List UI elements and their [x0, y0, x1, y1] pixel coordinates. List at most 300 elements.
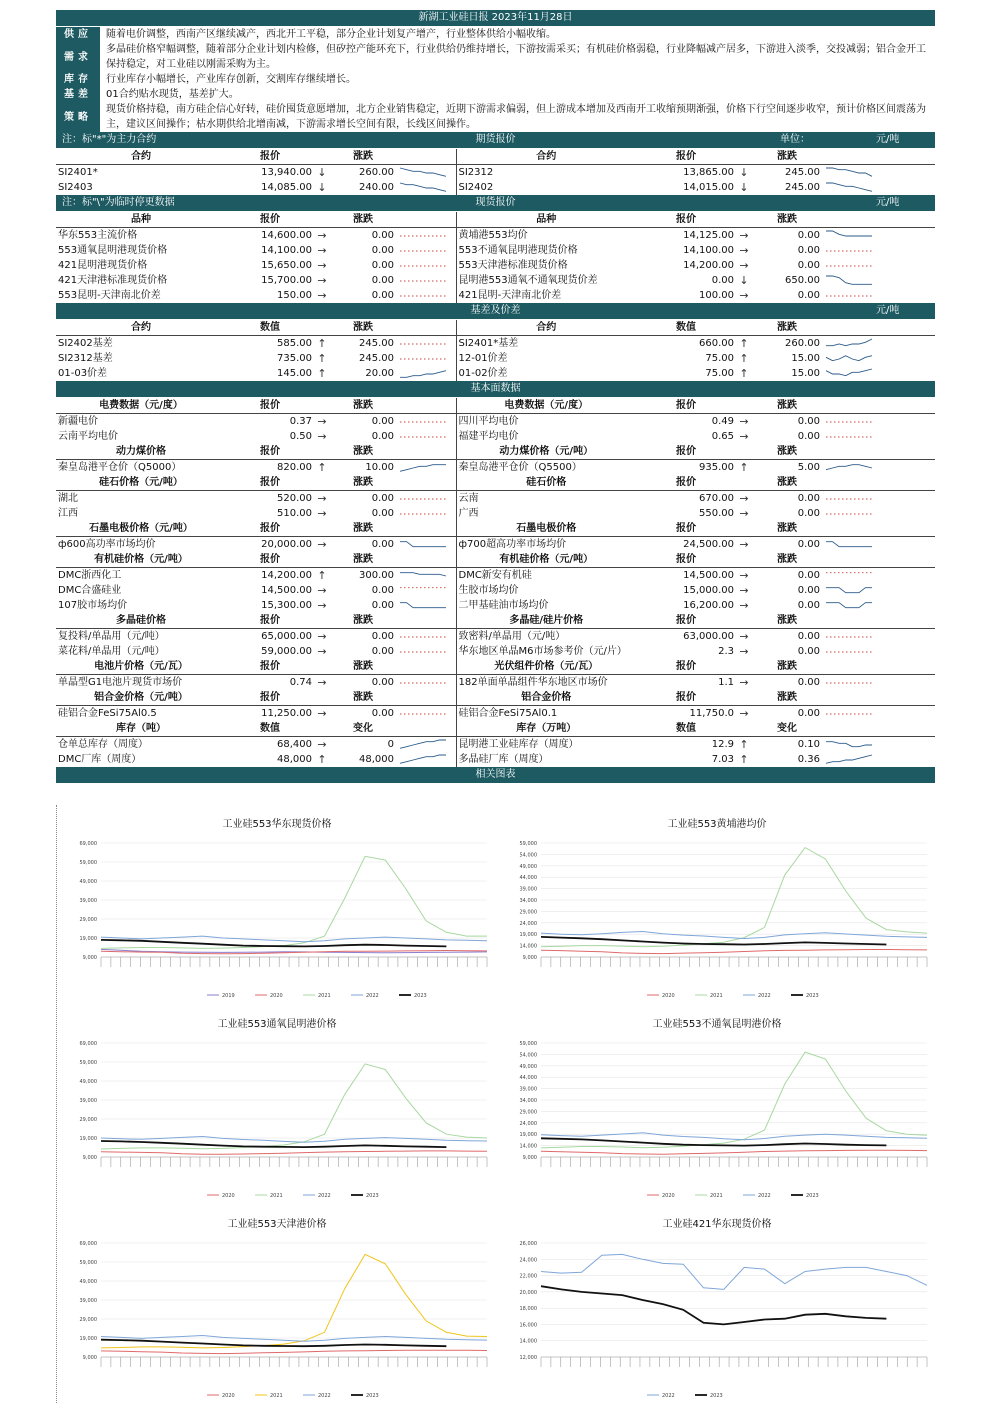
column-header: 涨跌 — [330, 690, 396, 706]
item-name: 硅铝合金FeSi75Al0.1 — [458, 708, 558, 719]
item-name: SI2401*基差 — [458, 338, 519, 349]
price-value: 0.00 — [711, 275, 734, 286]
spot-title: 现货报价 — [475, 197, 516, 208]
trend-sparkline — [822, 568, 935, 584]
column-header: 品种 — [456, 212, 636, 228]
spot-unit: 元/吨 — [876, 197, 900, 208]
price-value: 14,200.00 — [683, 260, 734, 271]
item-name: 复投料/单晶用（元/吨） — [58, 631, 165, 642]
y-tick-label: 34,000 — [519, 898, 537, 904]
column-header — [822, 320, 935, 336]
sparkline-line — [826, 369, 872, 376]
summary-text: 随着电价调整，西南产区继续减产，西北开工平稳，部分企业计划复产增产，行业整体供给小幅收缩。 — [106, 29, 556, 40]
column-header — [822, 212, 935, 228]
column-header — [314, 212, 330, 228]
y-tick-label: 29,000 — [519, 1109, 537, 1116]
summary-label: 策略 — [56, 102, 100, 132]
trend-sparkline — [396, 752, 456, 767]
table-row — [56, 752, 935, 767]
y-tick-label: 59,000 — [79, 1260, 97, 1266]
legend-label: 2020 — [270, 993, 283, 999]
table-row — [56, 165, 935, 181]
change-arrow-icon: → — [317, 507, 327, 520]
chart-title: 工业硅553黄埔港均价 — [667, 819, 767, 830]
table-row — [56, 180, 935, 195]
column-header — [736, 521, 752, 537]
change-value: 0.00 — [371, 539, 394, 550]
sparkline-line — [826, 339, 872, 346]
column-header — [314, 149, 330, 165]
basis-unit: 元/吨 — [876, 305, 900, 316]
column-header: 库存（万吨） — [456, 721, 636, 737]
price-value: 670.00 — [699, 493, 734, 504]
change-value: 0.00 — [797, 631, 820, 642]
item-name: SI2403 — [58, 182, 93, 193]
change-value: 0.00 — [371, 646, 394, 657]
column-header — [822, 444, 935, 460]
change-value: 0.00 — [797, 245, 820, 256]
column-header-row — [56, 398, 935, 414]
change-arrow-icon: ↑ — [739, 337, 749, 350]
y-tick-label: 19,000 — [79, 1336, 97, 1342]
column-header: 涨跌 — [752, 475, 822, 491]
trend-sparkline — [396, 537, 456, 553]
column-header — [396, 320, 456, 336]
legend-label: 2022 — [318, 1193, 331, 1199]
trend-sparkline — [396, 414, 456, 430]
column-header — [822, 690, 935, 706]
column-header: 电费数据（元/度） — [56, 398, 226, 414]
sparkline-line — [400, 168, 446, 176]
change-value: 0 — [387, 739, 394, 750]
price-value: 145.00 — [277, 368, 312, 379]
change-value: 245.00 — [359, 353, 394, 364]
column-header-row — [56, 444, 935, 460]
sparkline-line — [826, 183, 872, 191]
y-tick-label: 34,000 — [519, 1098, 537, 1104]
series-line-2021 — [101, 1254, 487, 1348]
change-value: 0.10 — [797, 739, 820, 750]
price-value: 20,000.00 — [261, 539, 312, 550]
trend-sparkline — [822, 414, 935, 430]
trend-sparkline — [822, 537, 935, 553]
y-tick-label: 19,000 — [519, 1132, 537, 1139]
price-value: 14,100.00 — [261, 245, 312, 256]
column-header — [822, 475, 935, 491]
change-arrow-icon: → — [739, 415, 749, 428]
column-header — [736, 613, 752, 629]
y-tick-label: 54,000 — [519, 1052, 537, 1059]
column-header: 报价 — [636, 212, 736, 228]
column-header — [736, 212, 752, 228]
legend-label: 2021 — [270, 1193, 283, 1199]
legend-label: 2021 — [710, 993, 723, 999]
item-name: 553不通氧昆明港现货价格 — [458, 245, 578, 256]
sparkline-line — [400, 183, 446, 191]
y-tick-label: 59,000 — [79, 1060, 97, 1066]
table-row — [56, 629, 935, 645]
trend-sparkline — [822, 336, 935, 352]
item-name: 黄埔港553均价 — [458, 230, 528, 241]
item-name: ф600高功率市场均价 — [58, 539, 156, 550]
legend-label: 2021 — [270, 1393, 283, 1399]
change-arrow-icon: → — [317, 430, 327, 443]
change-value: 0.00 — [797, 260, 820, 271]
y-tick-label: 24,000 — [519, 1120, 537, 1127]
change-value: 0.00 — [797, 585, 820, 596]
chart-plot — [57, 1005, 497, 1205]
summary-row — [56, 42, 935, 72]
change-arrow-icon: ↓ — [739, 274, 749, 287]
trend-sparkline — [822, 243, 935, 258]
column-header — [396, 212, 456, 228]
column-header: 涨跌 — [752, 613, 822, 629]
table-row — [56, 706, 935, 722]
price-value: 24,500.00 — [683, 539, 734, 550]
column-header — [314, 444, 330, 460]
item-name: 421昆明-天津南北价差 — [458, 290, 562, 301]
price-value: 68,400 — [277, 739, 312, 750]
item-name: 江西 — [58, 508, 78, 519]
series-line-2020 — [541, 1150, 927, 1154]
change-arrow-icon: → — [739, 599, 749, 612]
item-name: 182单面单晶组件华东地区市场价 — [458, 677, 608, 688]
column-header: 报价 — [636, 149, 736, 165]
price-value: 16,200.00 — [683, 600, 734, 611]
item-name: 01-03价差 — [58, 368, 108, 379]
trend-sparkline — [396, 180, 456, 195]
price-value: 0.65 — [711, 431, 734, 442]
change-value: 245.00 — [785, 167, 820, 178]
item-name: 致密料/单晶用（元/吨） — [458, 631, 566, 642]
table-row — [56, 737, 935, 753]
legend-label: 2023 — [414, 993, 427, 999]
column-header: 报价 — [636, 613, 736, 629]
change-value: 0.00 — [371, 260, 394, 271]
change-value: 0.00 — [797, 600, 820, 611]
change-value: 0.00 — [797, 431, 820, 442]
y-tick-label: 22,000 — [519, 1273, 537, 1280]
item-name: 421昆明港现货价格 — [58, 260, 148, 271]
table-row — [56, 568, 935, 584]
column-header: 涨跌 — [752, 690, 822, 706]
series-line-2020 — [101, 1350, 487, 1353]
change-value: 300.00 — [359, 570, 394, 581]
item-name: 四川平均电价 — [458, 416, 519, 427]
item-name: DMC合盛硅业 — [58, 585, 122, 596]
change-arrow-icon: → — [739, 569, 749, 582]
item-name: DMC厂库（周度） — [58, 754, 142, 765]
chart-plot — [497, 1005, 937, 1205]
column-header: 有机硅价格（元/吨） — [456, 552, 636, 568]
sparkline-line — [400, 603, 446, 608]
column-header-row — [56, 212, 935, 228]
legend-label: 2021 — [318, 993, 331, 999]
trend-sparkline — [396, 598, 456, 613]
y-tick-label: 59,000 — [519, 1041, 537, 1047]
column-header: 动力煤价格 — [56, 444, 226, 460]
series-line-2023 — [101, 1141, 446, 1147]
column-header: 电费数据（元/度） — [456, 398, 636, 414]
column-header: 涨跌 — [752, 212, 822, 228]
price-value: 48,000 — [277, 754, 312, 765]
price-value: 820.00 — [277, 462, 312, 473]
y-tick-label: 9,000 — [522, 1155, 537, 1161]
trend-sparkline — [396, 506, 456, 521]
y-tick-label: 24,000 — [519, 1257, 537, 1264]
table-row — [56, 336, 935, 352]
trend-sparkline — [822, 258, 935, 273]
item-name: 421天津港标准现货价格 — [58, 275, 168, 286]
column-header — [314, 552, 330, 568]
change-arrow-icon: ↑ — [317, 753, 327, 766]
change-value: 0.00 — [371, 600, 394, 611]
legend-label: 2020 — [222, 1193, 235, 1199]
trend-sparkline — [822, 583, 935, 598]
summary-row — [56, 87, 935, 102]
trend-sparkline — [822, 491, 935, 507]
legend-label: 2022 — [318, 1393, 331, 1399]
chart-title: 工业硅553华东现货价格 — [222, 819, 332, 830]
price-value: 65,000.00 — [261, 631, 312, 642]
trend-sparkline — [822, 752, 935, 767]
price-value: 13,865.00 — [683, 167, 734, 178]
column-header — [396, 552, 456, 568]
column-header-row — [56, 521, 935, 537]
price-value: 150.00 — [277, 290, 312, 301]
column-header: 动力煤价格（元/吨） — [456, 444, 636, 460]
change-value: 260.00 — [785, 338, 820, 349]
charts-area — [56, 805, 936, 1403]
change-value: 0.00 — [371, 230, 394, 241]
series-line-2022 — [541, 932, 927, 939]
fundamentals-title: 基本面数据 — [470, 383, 521, 394]
item-name: 硅铝合金FeSi75Al0.5 — [58, 708, 157, 719]
trend-sparkline — [822, 429, 935, 444]
trend-sparkline — [822, 351, 935, 366]
daily-report-sheet — [56, 10, 935, 784]
y-tick-label: 49,000 — [79, 1079, 97, 1085]
sparkline-line — [826, 588, 872, 593]
item-name: 菜花料/单晶用（元/吨） — [58, 646, 165, 657]
line-chart — [497, 1205, 937, 1405]
change-arrow-icon: → — [317, 584, 327, 597]
change-arrow-icon: → — [317, 274, 327, 287]
column-header: 变化 — [330, 721, 396, 737]
y-tick-label: 29,000 — [79, 1117, 97, 1123]
change-value: 240.00 — [359, 182, 394, 193]
change-arrow-icon: ↓ — [739, 181, 749, 194]
sparkline-line — [826, 542, 872, 547]
price-value: 15,700.00 — [261, 275, 312, 286]
y-tick-label: 9,000 — [522, 955, 537, 961]
change-arrow-icon: → — [739, 229, 749, 242]
y-tick-label: 19,000 — [79, 936, 97, 942]
column-header: 报价 — [226, 398, 314, 414]
column-header: 涨跌 — [330, 212, 396, 228]
change-arrow-icon: → — [739, 244, 749, 257]
y-tick-label: 9,000 — [82, 1355, 97, 1361]
column-header: 变化 — [752, 721, 822, 737]
change-arrow-icon: → — [317, 259, 327, 272]
change-value: 0.00 — [371, 275, 394, 286]
change-value: 0.00 — [371, 245, 394, 256]
item-name: 湖北 — [58, 493, 78, 504]
legend-label: 2023 — [366, 1193, 379, 1199]
change-value: 0.00 — [797, 493, 820, 504]
column-header — [736, 320, 752, 336]
column-header: 涨跌 — [752, 521, 822, 537]
column-header — [736, 721, 752, 737]
y-tick-label: 49,000 — [519, 863, 537, 870]
y-tick-label: 18,000 — [519, 1306, 537, 1313]
change-value: 0.00 — [797, 708, 820, 719]
price-value: 11,750.0 — [689, 708, 734, 719]
table-row — [56, 644, 935, 659]
series-line-2023 — [541, 937, 886, 945]
change-arrow-icon: → — [317, 229, 327, 242]
trend-sparkline — [396, 737, 456, 753]
charts-header: 相关图表 — [56, 767, 935, 784]
item-name: 生胶市场均价 — [458, 585, 519, 596]
change-value: 0.00 — [371, 431, 394, 442]
trend-sparkline — [396, 288, 456, 303]
change-value: 0.00 — [797, 416, 820, 427]
trend-sparkline — [822, 644, 935, 659]
y-tick-label: 69,000 — [79, 1041, 97, 1047]
price-value: 14,125.00 — [683, 230, 734, 241]
item-name: 新疆电价 — [58, 416, 98, 427]
price-value: 11,250.00 — [261, 708, 312, 719]
table-row — [56, 583, 935, 598]
change-arrow-icon: → — [317, 645, 327, 658]
column-header: 报价 — [226, 212, 314, 228]
trend-sparkline — [396, 568, 456, 584]
column-header-row — [56, 690, 935, 706]
trend-sparkline — [396, 351, 456, 366]
change-arrow-icon: ↑ — [739, 352, 749, 365]
column-header: 涨跌 — [330, 398, 396, 414]
column-header — [314, 690, 330, 706]
unit-value: 元/吨 — [876, 134, 900, 145]
summary-label: 基差 — [56, 87, 100, 102]
column-header — [736, 475, 752, 491]
change-value: 15.00 — [791, 368, 820, 379]
y-tick-label: 39,000 — [79, 1098, 97, 1104]
column-header: 报价 — [226, 659, 314, 675]
item-name: 秦皇岛港平仓价（Q5000） — [58, 462, 182, 473]
y-tick-label: 19,000 — [79, 1136, 97, 1142]
change-arrow-icon: → — [317, 289, 327, 302]
trend-sparkline — [396, 429, 456, 444]
column-header — [314, 398, 330, 414]
trend-sparkline — [822, 180, 935, 195]
table-row — [56, 460, 935, 476]
fundamentals-table — [56, 398, 935, 767]
series-line-2021 — [101, 1064, 487, 1149]
price-value: 14,500.00 — [683, 570, 734, 581]
column-header: 合约 — [456, 320, 636, 336]
line-chart — [57, 1005, 497, 1205]
column-header: 数值 — [636, 320, 736, 336]
column-header — [822, 659, 935, 675]
item-name: 仓单总库存（周度） — [58, 739, 148, 750]
column-header: 报价 — [226, 475, 314, 491]
report-title: 新湖工业硅日报 2023年11月28日 — [56, 10, 935, 27]
price-value: 63,000.00 — [683, 631, 734, 642]
change-value: 0.00 — [371, 631, 394, 642]
price-value: 550.00 — [699, 508, 734, 519]
column-header: 涨跌 — [330, 613, 396, 629]
y-tick-label: 29,000 — [519, 909, 537, 916]
price-value: 13,940.00 — [261, 167, 312, 178]
line-chart — [497, 1005, 937, 1205]
chart-plot — [57, 1205, 497, 1405]
basis-header — [56, 303, 935, 320]
column-header: 报价 — [636, 398, 736, 414]
column-header-row — [56, 552, 935, 568]
column-header: 合约 — [456, 149, 636, 165]
table-row — [56, 506, 935, 521]
item-name: 553天津港标准现货价格 — [458, 260, 568, 271]
column-header: 涨跌 — [330, 475, 396, 491]
column-header-row — [56, 475, 935, 491]
trend-sparkline — [822, 706, 935, 722]
change-value: 0.00 — [797, 570, 820, 581]
price-value: 14,500.00 — [261, 585, 312, 596]
column-header: 报价 — [226, 444, 314, 460]
legend-label: 2021 — [710, 1193, 723, 1199]
column-header: 合约 — [56, 320, 226, 336]
series-line-2022 — [541, 1254, 927, 1289]
price-value: 100.00 — [699, 290, 734, 301]
trend-sparkline — [822, 273, 935, 288]
sparkline-line — [826, 276, 872, 284]
futures-header — [56, 132, 935, 149]
price-value: 15,000.00 — [683, 585, 734, 596]
change-value: 0.00 — [797, 677, 820, 688]
price-value: 59,000.00 — [261, 646, 312, 657]
price-value: 520.00 — [277, 493, 312, 504]
item-name: SI2312 — [458, 167, 494, 178]
y-tick-label: 69,000 — [79, 1241, 97, 1247]
series-line-2021 — [101, 856, 487, 948]
table-row — [56, 351, 935, 366]
item-name: SI2312基差 — [58, 353, 113, 364]
change-value: 0.00 — [797, 539, 820, 550]
column-header: 铝合金价格（元/吨） — [56, 690, 226, 706]
legend-label: 2020 — [222, 1393, 235, 1399]
column-header: 合约 — [56, 149, 226, 165]
column-header: 光伏组件价格（元/瓦） — [456, 659, 636, 675]
column-header — [396, 613, 456, 629]
change-value: 0.00 — [371, 493, 394, 504]
table-row — [56, 228, 935, 244]
chart-title: 工业硅421华东现货价格 — [662, 1219, 772, 1230]
column-header — [736, 149, 752, 165]
price-value: 0.50 — [289, 431, 312, 442]
change-value: 10.00 — [365, 462, 394, 473]
change-value: 0.00 — [797, 230, 820, 241]
legend-label: 2022 — [758, 1193, 771, 1199]
item-name: 01-02价差 — [458, 368, 508, 379]
column-header: 涨跌 — [752, 320, 822, 336]
price-value: 0.37 — [289, 416, 312, 427]
column-header-row — [56, 149, 935, 165]
column-header — [396, 444, 456, 460]
trend-sparkline — [822, 460, 935, 476]
change-arrow-icon: → — [739, 584, 749, 597]
